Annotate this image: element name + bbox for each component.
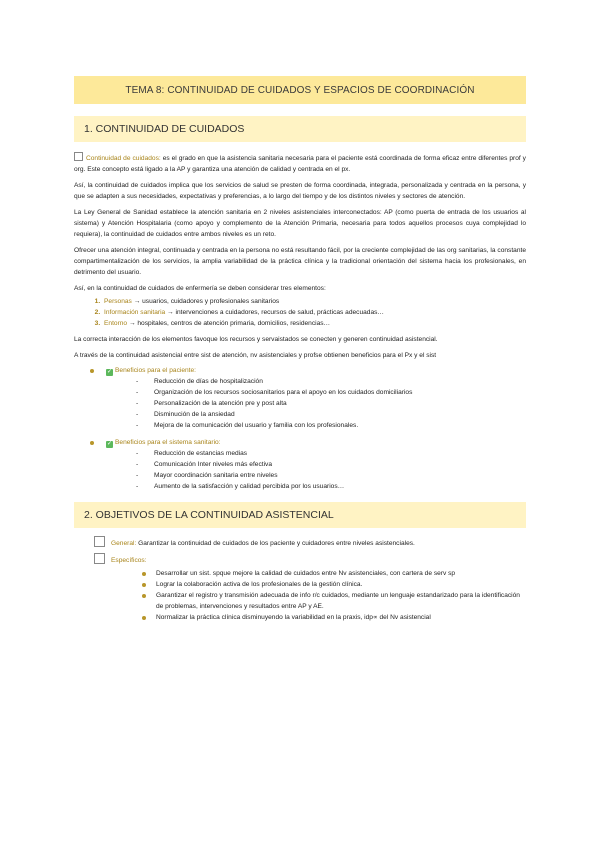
list-item <box>102 296 526 307</box>
check-mark-icon: ✓ <box>106 440 113 447</box>
element-text: → intervenciones a cuidadores, recursos de salud, prácticas adecuadas… <box>165 309 385 316</box>
objective-specific <box>74 553 526 566</box>
definition-label: Continuidad de cuidados: <box>86 155 161 162</box>
benefits-patient-label: Beneficios para el paciente: <box>115 367 197 374</box>
document-title-text: TEMA 8: CONTINUIDAD DE CUIDADOS Y ESPACIOS DE COORDINACIÓN <box>125 84 475 96</box>
section-heading-1 <box>74 116 526 142</box>
list-item: - Mejora de la comunicación del usuario y familia con los profesionales. <box>136 420 526 431</box>
list-item: - Aumento de la satisfacción y calidad percibida por los usuarios… <box>136 481 526 492</box>
list-item: - Comunicación Inter niveles más efectiva <box>136 459 526 470</box>
list-item: - Organización de los recursos sociosanitarios para el apoyo en los cuidados domiciliarios <box>136 387 526 398</box>
list-item: Normalizar la práctica clínica disminuyendo la variabilidad en la praxis, idp∝ del Nv asistencial <box>142 612 526 623</box>
document-page <box>74 76 526 623</box>
paragraph-4: Así, en la continuidad de cuidados de enfermería se deben considerar tres elementos: <box>74 285 326 292</box>
benefits-patient-items <box>136 376 526 431</box>
list-item <box>102 318 526 329</box>
benefits-list <box>88 365 526 492</box>
element-text: → usuarios, cuidadores y profesionales sanitarios <box>131 298 280 305</box>
check-mark-icon: ✓ <box>106 368 113 375</box>
checkbox-icon <box>74 152 83 161</box>
document-title <box>74 76 526 104</box>
list-item: - Reducción de días de hospitalización <box>136 376 526 387</box>
element-label: Información sanitaria <box>104 309 166 316</box>
elements-list <box>74 296 526 329</box>
specific-label: Específicos: <box>111 557 147 564</box>
section-heading-2-text: 2. OBJETIVOS DE LA CONTINUIDAD ASISTENCIAL <box>84 509 334 521</box>
checkbox-icon <box>94 536 105 547</box>
list-item: Lograr la colaboración activa de los profesionales de la gestión clínica. <box>142 579 526 590</box>
list-item: Desarrollar un sist. spque mejore la calidad de cuidados entre Nv asistenciales, con cartera de serv sp <box>142 568 526 579</box>
list-item: Garantizar el registro y transmisión adecuada de info r/c cuidados, mediante un lenguaje estandarizado para la identificación de problemas, intervenciones y resultados entre AP y AE. <box>142 590 526 612</box>
list-item <box>102 307 526 318</box>
element-label: Entorno <box>104 320 128 327</box>
section-heading-1-text: 1. CONTINUIDAD DE CUIDADOS <box>84 123 245 135</box>
paragraph-3: Ofrecer una atención integral, continuada y centrada en la persona no está resultando fácil, por la creciente complejidad de las org sanitarias, la constante compartimentalización de los servicios, la amplia variabilidad de la práctica clínica y la tradicional orientación del sistema hacia los profesionales, en detrimento del usuario. <box>74 247 526 276</box>
benefits-system-items <box>136 448 526 492</box>
general-text: Garantizar la continuidad de cuidados de los paciente y cuidadores entre niveles asistenciales. <box>136 540 415 547</box>
objective-general <box>74 536 526 549</box>
section-heading-2 <box>74 502 526 528</box>
benefits-system-label: Beneficios para el sistema sanitario: <box>115 439 221 446</box>
paragraph-6: A través de la continuidad asistencial entre sist de atención, nv asistenciales y profse obtienen beneficios para el Px y el sist <box>74 352 437 359</box>
list-item: - Disminución de la ansiedad <box>136 409 526 420</box>
list-item: - Reducción de estancias medias <box>136 448 526 459</box>
paragraph-2: La Ley General de Sanidad establece la atención sanitaria en 2 niveles asistenciales interconectados: AP (como puerta de entrada de los usuarios al sistema) y Atención Hospitalaria (como apoyo y complemento de la Atención Primaria, necesaria para todos aquellos procesos cuya complejidad lo requiera), la continuidad de cuidados entre ambos niveles es un reto. <box>74 209 526 238</box>
definition-paragraph <box>74 152 526 175</box>
paragraph-1: Así, la continuidad de cuidados implica que los servicios de salud se presten de forma coordinada, integrada, personalizada y centrada en la persona, y que se adapten a sus necesidades, expectativas y preferencias, a lo largo del tiempo y de los distintos niveles y sectores de atención. <box>74 182 526 200</box>
paragraph-5: La correcta interacción de los elementos favoque los recursos y servaistados se conecten y generen continuidad asistencial. <box>74 336 438 343</box>
list-item: - Personalización de la atención pre y post alta <box>136 398 526 409</box>
element-label: Personas <box>104 298 132 305</box>
checkbox-icon <box>94 553 105 564</box>
definition-text: es el grado en que la asistencia sanitaria necesaria para el paciente está coordinada de forma eficaz entre diferentes prof y org. Este concepto está ligado a la AP y garantiza una atención de calidad y centrada en el px. <box>74 155 526 173</box>
general-label: General: <box>111 540 137 547</box>
benefits-system <box>88 437 526 492</box>
element-text: → hospitales, centros de atención primaria, domicilios, residencias… <box>127 320 331 327</box>
benefits-patient <box>88 365 526 431</box>
specific-objectives-list <box>142 568 526 623</box>
list-item: - Mayor coordinación sanitaria entre niveles <box>136 470 526 481</box>
